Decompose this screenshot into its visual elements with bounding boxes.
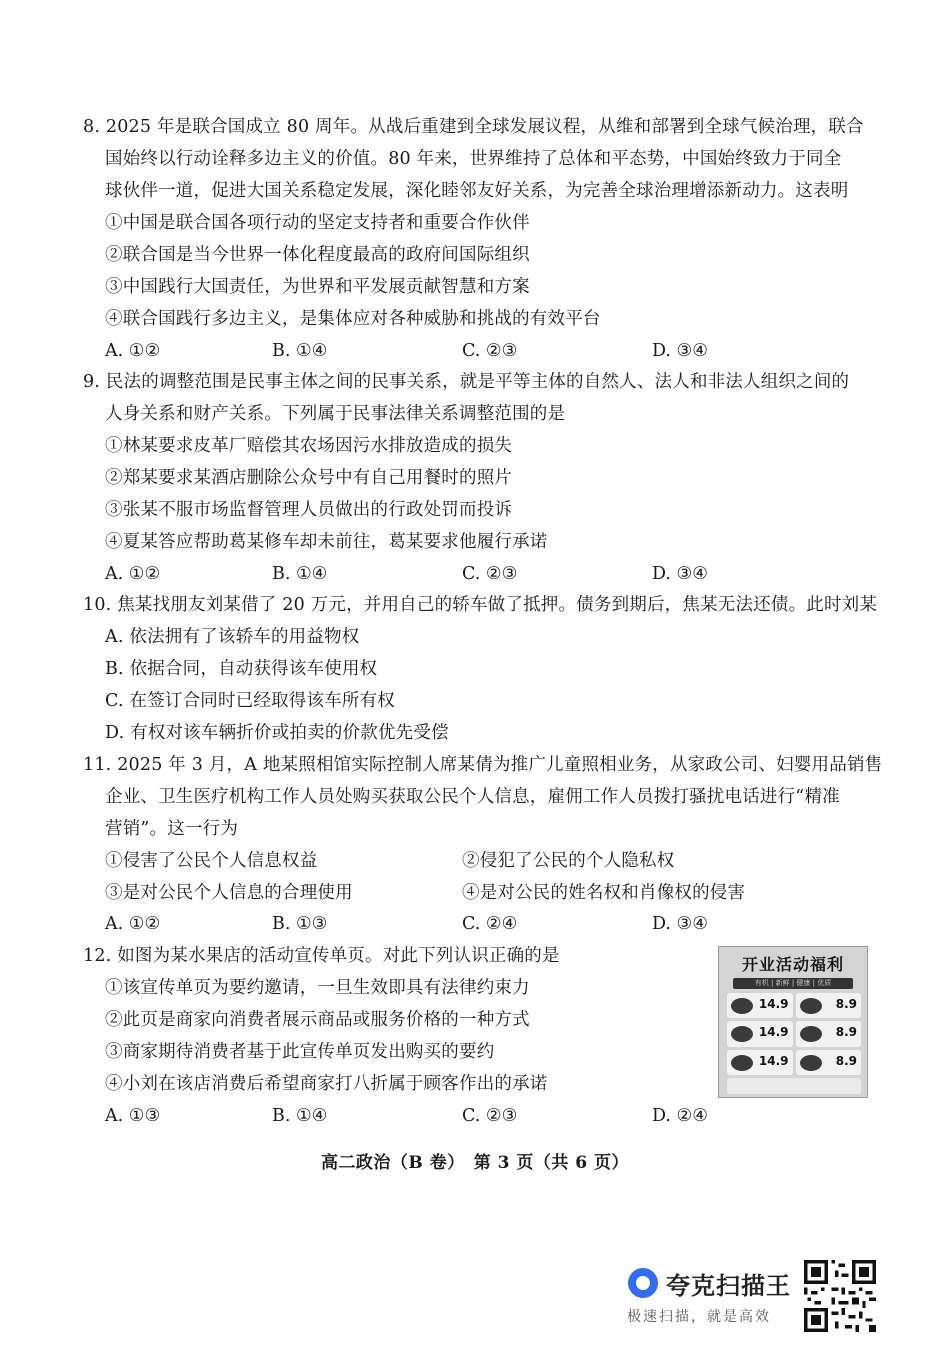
q8-option-a: A. ①② [105,341,161,361]
q9-option-b: B. ①④ [272,564,328,584]
scanner-brand-name: 夸克扫描王 [666,1272,791,1300]
q12-option-a: A. ①③ [105,1106,161,1126]
scanner-logo-icon [628,1268,658,1298]
flyer-product-cell [727,1050,793,1075]
q12-item-3: ③商家期待消费者基于此宣传单页发出购买的要约 [105,1042,495,1062]
flyer-product-cell [796,1050,862,1075]
q10-choice-d: D. 有权对该车辆折价或拍卖的价款优先受偿 [105,723,449,743]
q10-stem-line-1: 10. 焦某找朋友刘某借了 20 万元，并用自己的轿车做了抵押。债务到期后，焦某无法还债。此时刘某 [83,595,878,615]
fruit-icon [800,998,822,1014]
flyer-bottom-strip [727,1078,861,1094]
qr-code-icon [804,1260,876,1332]
q8-item-1: ①中国是联合国各项行动的坚定支持者和重要合作伙伴 [105,213,530,233]
q8-option-c: C. ②③ [462,341,518,361]
q8-item-3: ③中国践行大国责任，为世界和平发展贡献智慧和方案 [105,277,530,297]
scanner-slogan: 极速扫描，就是高效 [627,1309,771,1325]
flyer-price: 8.9 [835,1053,857,1068]
q11-option-c: C. ②④ [462,914,518,934]
flyer-price: 14.9 [758,997,789,1011]
q12-item-2: ②此页是商家向消费者展示商品或服务价格的一种方式 [105,1010,530,1030]
q12-option-d: D. ②④ [652,1106,708,1126]
flyer-product-cell [796,993,862,1018]
q11-item-2: ②侵犯了公民的个人隐私权 [462,851,675,871]
q8-stem-line-2: 国始终以行动诠释多边主义的价值。80 年来，世界维持了总体和平态势，中国始终致力于同全 [105,149,842,169]
q9-stem-line-1: 9. 民法的调整范围是民事主体之间的民事关系，就是平等主体的自然人、法人和非法人组织之间的 [83,372,850,392]
fruit-icon [800,1055,822,1071]
q10-choice-a: A. 依法拥有了该轿车的用益物权 [105,627,360,647]
flyer-price: 14.9 [758,1053,789,1068]
q9-item-4: ④夏某答应帮助葛某修车却未前往，葛某要求他履行承诺 [105,532,548,552]
q10-choice-b: B. 依据合同，自动获得该车使用权 [105,659,378,679]
fruit-icon [800,1026,822,1042]
flyer-product-cell [796,1021,862,1046]
q12-option-c: C. ②③ [462,1106,518,1126]
flyer-product-cell [727,1021,793,1046]
flyer-subline: 有机 | 新鲜 | 健康 | 优质 [733,978,853,989]
q9-item-2: ②郑某要求某酒店删除公众号中有自己用餐时的照片 [105,468,513,488]
fruit-icon [731,1026,753,1042]
q8-stem-line-1: 8. 2025 年是联合国成立 80 周年。从战后重建到全球发展议程，从维和部署到全球气候治理，联合 [83,117,864,137]
flyer-product-grid [727,993,861,1075]
page-footer: 高二政治（B 卷） 第 3 页（共 6 页） [320,1153,630,1173]
flyer-price: 8.9 [835,997,857,1011]
q12-option-b: B. ①④ [272,1106,328,1126]
q9-item-1: ①林某要求皮革厂赔偿其农场因污水排放造成的损失 [105,436,513,456]
fruit-icon [731,1055,753,1071]
q11-option-a: A. ①② [105,914,161,934]
q11-stem-line-1: 11. 2025 年 3 月，A 地某照相馆实际控制人席某倩为推广儿童照相业务，从家政公司、妇婴用品销售 [83,755,883,775]
q9-option-d: D. ③④ [652,564,708,584]
q11-stem-line-3: 营销”。这一行为 [105,819,239,839]
q8-stem-line-3: 球伙伴一道，促进大国关系稳定发展，深化睦邻友好关系，为完善全球治理增添新动力。这表明 [105,181,849,201]
q9-item-3: ③张某不服市场监督管理人员做出的行政处罚而投诉 [105,500,513,520]
fruit-shop-flyer-image [718,946,868,1098]
q12-item-1: ①该宣传单页为要约邀请，一旦生效即具有法律约束力 [105,978,530,998]
q8-option-d: D. ③④ [652,341,708,361]
fruit-icon [731,998,753,1014]
q10-choice-c: C. 在签订合同时已经取得该车所有权 [105,691,395,711]
q8-option-b: B. ①④ [272,341,328,361]
q11-item-4: ④是对公民的姓名权和肖像权的侵害 [462,883,746,903]
q9-stem-line-2: 人身关系和财产关系。下列属于民事法律关系调整范围的是 [105,404,566,424]
q11-item-1: ①侵害了公民个人信息权益 [105,851,318,871]
q8-item-2: ②联合国是当今世界一体化程度最高的政府间国际组织 [105,245,530,265]
q8-item-4: ④联合国践行多边主义，是集体应对各种威胁和挑战的有效平台 [105,309,601,329]
q9-option-a: A. ①② [105,564,161,584]
q12-stem-line-1: 12. 如图为某水果店的活动宣传单页。对此下列认识正确的是 [83,946,560,966]
q12-item-4: ④小刘在该店消费后希望商家打八折属于顾客作出的承诺 [105,1074,548,1094]
flyer-product-cell [727,993,793,1018]
q11-stem-line-2: 企业、卫生医疗机构工作人员处购买获取公民个人信息，雇佣工作人员拨打骚扰电话进行“精准 [105,787,840,807]
flyer-headline: 开业活动福利 [741,955,844,974]
flyer-price: 8.9 [835,1025,857,1040]
q11-option-d: D. ③④ [652,914,708,934]
q11-item-3: ③是对公民个人信息的合理使用 [105,883,353,903]
q9-option-c: C. ②③ [462,564,518,584]
q11-option-b: B. ①③ [272,914,328,934]
flyer-price: 14.9 [758,1025,789,1040]
